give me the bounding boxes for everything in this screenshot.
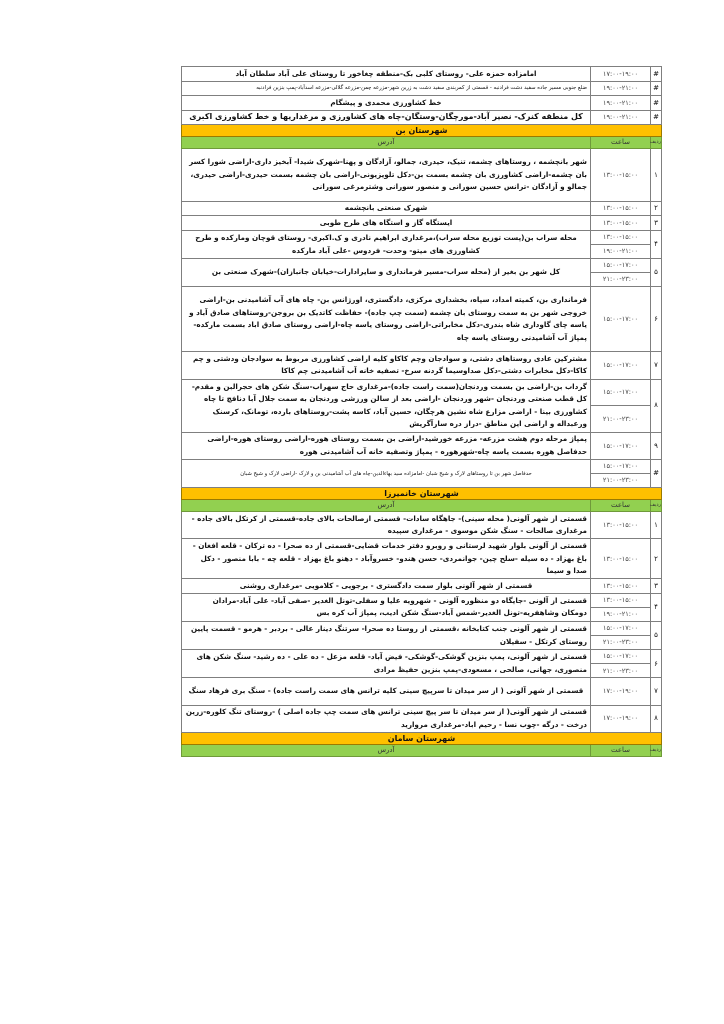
time-slot-cell xyxy=(591,230,651,258)
header-address: آدرس xyxy=(182,500,591,512)
time-slot-cell: ۱۳:۰۰-۱۵:۰۰ xyxy=(591,512,651,539)
table-row xyxy=(182,539,662,579)
address-cell: شهرک صنعتی بانچشمه xyxy=(182,201,591,216)
address-cell: محله سراب بن(پست توزیع محله سراب)،مرغداری ابراهیم نادری و ک.اکبری- روستای قوچان ومارکده و طرح کشاورزی های میتو- وحدت- فردوس -علی آباد مارکده xyxy=(182,230,591,258)
table-row xyxy=(182,432,662,459)
table-row xyxy=(182,460,662,488)
address-cell: قسمتی از شهر آلونی ( از سر میدان تا سرپیچ سینی کلیه ترانس های سمت راست جاده) - سنگ بری فرهاد سنگ xyxy=(182,678,591,705)
table-row xyxy=(182,650,662,678)
time-slot: ۱۵:۰۰-۱۷:۰۰ xyxy=(602,652,639,661)
table-row xyxy=(182,287,662,352)
address-cell: حدفاصل شهر بن تا روستاهای لارک و شیخ شبان -امامزاده سید بهاءالدین-چاه های آب آشامیدنی بن و لارک -اراضی لارک و شیخ شبان xyxy=(182,460,591,488)
address-cell: قسمتی از آلونی -جایگاه دو منظوره آلونی - شهرویه علیا و سفلی-تونل الغدیر -صفی آباد- علی آباد-مرادان دومکان وشاهفریه-تونل الغدیر-شمس آباد-سنگ شکن ادیب، پمپاژ آب کره بس xyxy=(182,593,591,621)
row-index: # xyxy=(651,67,662,82)
table-row xyxy=(182,149,662,201)
table-row xyxy=(182,579,662,594)
table-row xyxy=(182,352,662,379)
row-index: ۴ xyxy=(651,593,662,621)
header-time: ساعت xyxy=(591,137,651,149)
address-cell: قسمتی از شهر آلونی( محله سینی)- جاهگاه سادات- قسمتی ازصالحات بالای جاده-قسمتی از کرتکل بالای جاده - مرغداری صالحات - سنگ شکن موسوی - مرغداری سپیده xyxy=(182,512,591,539)
table-row xyxy=(182,622,662,650)
time-slot: ۱۹:۰۰-۲۱:۰۰ xyxy=(591,607,650,621)
table-row xyxy=(182,678,662,705)
address-cell: گرداب بن-اراضی بن بسمت وردنجان(سمت راست جاده)-مرغداری حاج سهراب-سنگ شکن های حجرالبن و مقدم- کل قطب صنعتی وردنجان -شهر وردنجان -اراضی بعد از سالن ورزشی وردنجان به سمت جلال آبا دنافچ تا چاه کشاورزی بینا - اراضی مزارع شاه نشین هرچگان، حسین آباد، کاسه پشت-روستاهای بارده، تومانک، کرسنک ورعبداله و اراضی این مناطق -دراز دره سارآگریش xyxy=(182,379,591,432)
row-index: ۳ xyxy=(651,579,662,594)
row-index: ۸ xyxy=(651,379,662,432)
row-index: # xyxy=(651,81,662,96)
time-slot-cell xyxy=(591,259,651,287)
county-title: شهرستان بن xyxy=(182,125,662,137)
time-slot: ۱۳:۰۰-۱۵:۰۰ xyxy=(602,233,639,242)
time-slot-cell: ۱۵:۰۰-۱۷:۰۰ xyxy=(591,287,651,352)
row-index: ۷ xyxy=(651,352,662,379)
time-slot-cell: ۱۳:۰۰-۱۵:۰۰ xyxy=(591,201,651,216)
time-slot-cell xyxy=(591,593,651,621)
row-index: # xyxy=(651,96,662,111)
outage-schedule-sheet xyxy=(181,66,662,757)
time-slot-cell: ۱۹:۰۰-۲۱:۰۰ xyxy=(591,81,651,96)
time-slot-cell: ۱۳:۰۰-۱۵:۰۰ xyxy=(591,539,651,579)
address-cell: قسمتی از شهر آلونی( از سر میدان تا سر پیچ سینی ترانس های سمت چپ جاده اصلی ) -روستای تنگ کلوره-زرین درخت - درگه -چوب نسا - رحیم اباد-مرغداری مروارید xyxy=(182,705,591,732)
time-slot-cell: ۱۷:۰۰-۱۹:۰۰ xyxy=(591,67,651,82)
header-index: ردیف xyxy=(651,137,662,149)
county-section-header xyxy=(182,488,662,500)
time-slot: ۲۱:۰۰-۲۳:۰۰ xyxy=(591,405,650,432)
address-cell: مشترکین عادی روستاهای دشتی، و سوادجان وچم کاکاو کلیه اراضی کشاورزی مربوط به سوادجان ودشتی و چم کاکا-دکل مخابرات دشتی-دکل صداوسیما گردنه سرخ- تصفیه خانه آب آشامیدنی چم کاکا xyxy=(182,352,591,379)
time-slot-cell: ۱۹:۰۰-۲۱:۰۰ xyxy=(591,96,651,111)
address-cell: خط کشاورزی محمدی و پیشگام xyxy=(182,96,591,111)
header-time: ساعت xyxy=(591,744,651,756)
row-index: ۲ xyxy=(651,539,662,579)
row-index: # xyxy=(651,460,662,488)
table-row xyxy=(182,110,662,125)
address-cell: پمپاژ مرحله دوم هشت مزرعه- مزرعه خورشید-اراضی بن بسمت روستای هوره-اراضی روستای هوره-اراضی حدفاصل هوره بسمت یاسه چاه-شهرهوره - پمپاژ وتصفیه خانه آب آشامیدنی هوره xyxy=(182,432,591,459)
row-index: ۴ xyxy=(651,230,662,258)
time-slot-cell xyxy=(591,379,651,432)
address-cell: کل منطقه کنرک- نصیر آباد-مورچگان-وستگان-چاه های کشاورزی و مرغداریها و خط کشاورزی اکبری xyxy=(182,110,591,125)
table-row xyxy=(182,201,662,216)
time-slot-cell xyxy=(591,460,651,488)
column-header-row xyxy=(182,744,662,756)
address-cell: کل شهر بن بغیر از (محله سراب-مسیر فرمانداری و سایرادارات-خیابان جانبازان)-شهرک صنعتی بن xyxy=(182,259,591,287)
row-index: ۶ xyxy=(651,650,662,678)
table-row xyxy=(182,96,662,111)
time-slot: ۲۱:۰۰-۲۳:۰۰ xyxy=(591,272,650,286)
address-cell: ایستگاه گاز و استگاه های طرح طوبی xyxy=(182,216,591,231)
address-cell: قسمتی از شهر آلونی جنب کتابخانه ،قسمتی از روستا ده صحرا- سرتنگ دینار عالی - بردبر - هرمو - قسمت پایین روستای کرتکل - سفیلان xyxy=(182,622,591,650)
header-address: آدرس xyxy=(182,744,591,756)
address-cell: قسمتی از شهر آلونی، پمپ بنزین گوشکی-گوشکی- فیض آباد- قلعه مزعل - ده علی - ده رشید- سنگ شکن های منصوری، جهانی، صالحی ، مسعودی-پمپ بنزین حفیظ مرادی xyxy=(182,650,591,678)
time-slot-cell: ۱۵:۰۰-۱۷:۰۰ xyxy=(591,432,651,459)
time-slot-cell: ۱۳:۰۰-۱۵:۰۰ xyxy=(591,216,651,231)
address-cell: قسمتی از شهر آلونی بلوار سمت دادگستری - برجویی - کلامویی -مرغداری روشنی xyxy=(182,579,591,594)
row-index: ۲ xyxy=(651,201,662,216)
column-header-row xyxy=(182,500,662,512)
time-slot: ۲۱:۰۰-۲۳:۰۰ xyxy=(591,473,650,487)
table-row xyxy=(182,67,662,82)
time-slot: ۱۵:۰۰-۱۷:۰۰ xyxy=(602,388,639,397)
table-row xyxy=(182,512,662,539)
row-index: ۵ xyxy=(651,259,662,287)
time-slot: ۱۵:۰۰-۱۷:۰۰ xyxy=(602,261,639,270)
address-cell: ضلع جنوبی مسیر جاده سفید دشت فرادنبه - قسمتی از کمربندی سفید دشت به زرین شهر-مزرعه چمن-مزرعه گلالی-مزرعه اسدآباد-پمپ بنزین فرادنبه xyxy=(182,81,591,96)
schedule-table xyxy=(181,66,662,757)
header-index: ردیف xyxy=(651,500,662,512)
address-cell: فرمانداری بن، کمیته امداد، سپاه، بخشداری مرکزی، دادگستری، اورژانس بن- چاه های آب آشامیدنی بن-اراضی خروجی شهر بن به سمت روستای بان چشمه (سمت چپ جاده)- حفاظت کاتدیک بن بروجن-روستاهای صادق آباد و یاسه چای گاوداری شاه بندری-دکل مخابراتی-اراضی روستای یاسه چاه-اراضی روستای صادق اباد بسمت مارکده- پمپاژ آب آشامیدنی روستای یاسه چاه xyxy=(182,287,591,352)
row-index: ۸ xyxy=(651,705,662,732)
time-slot-cell xyxy=(591,650,651,678)
time-slot: ۲۱:۰۰-۲۳:۰۰ xyxy=(591,635,650,649)
row-index: ۱ xyxy=(651,149,662,201)
table-row xyxy=(182,593,662,621)
time-slot: ۱۳:۰۰-۱۵:۰۰ xyxy=(602,596,639,605)
time-slot: ۱۵:۰۰-۱۷:۰۰ xyxy=(602,462,639,471)
time-slot-cell: ۱۷:۰۰-۱۹:۰۰ xyxy=(591,678,651,705)
address-cell: شهر بانچشمه ، روستاهای چشمه، تنیک، حیدری، جمالو، آزادگان و پهنا-شهرک شیدا- آبخیز داری-اراضی شورا کسر بان چشمه-اراضی کشاورزی بان چشمه بسمت بن-دکل تلویزیونی-اراضی بان چشمه بسمت حیدری-اراضی حیدری، جمالو و آزادگان -ترانس حسین سورانی و منصور سورانی وشترمرغی سورانی xyxy=(182,149,591,201)
row-index: ۵ xyxy=(651,622,662,650)
time-slot-cell: ۱۳:۰۰-۱۵:۰۰ xyxy=(591,579,651,594)
county-title: شهرستان خانمیرزا xyxy=(182,488,662,500)
table-row xyxy=(182,379,662,432)
county-section-header xyxy=(182,125,662,137)
time-slot: ۱۵:۰۰-۱۷:۰۰ xyxy=(602,624,639,633)
table-row xyxy=(182,216,662,231)
row-index: ۱ xyxy=(651,512,662,539)
table-row xyxy=(182,259,662,287)
time-slot-cell: ۱۳:۰۰-۱۵:۰۰ xyxy=(591,149,651,201)
time-slot-cell: ۱۷:۰۰-۱۹:۰۰ xyxy=(591,705,651,732)
row-index: # xyxy=(651,110,662,125)
county-section-header xyxy=(182,732,662,744)
time-slot-cell: ۱۹:۰۰-۲۱:۰۰ xyxy=(591,110,651,125)
time-slot-cell xyxy=(591,622,651,650)
column-header-row xyxy=(182,137,662,149)
header-index: ردیف xyxy=(651,744,662,756)
time-slot-cell: ۱۵:۰۰-۱۷:۰۰ xyxy=(591,352,651,379)
county-title: شهرستان سامان xyxy=(182,732,662,744)
address-cell: قسمتی از آلونی بلوار شهید لرستانی و روبرو دفتر خدمات قضایی-قسمتی از ده صحرا - ده ترکان - قلعه افغان - باغ بهزاد - ده سیله -سلح چین- جوانمردی- حسن هندو- خسروآباد - دهنو باغ بهزاد - قلعه چه - بابا منصور - دکل صدا و سیما xyxy=(182,539,591,579)
row-index: ۶ xyxy=(651,287,662,352)
time-slot: ۲۱:۰۰-۲۳:۰۰ xyxy=(591,663,650,677)
table-row xyxy=(182,81,662,96)
row-index: ۹ xyxy=(651,432,662,459)
time-slot: ۱۹:۰۰-۲۱:۰۰ xyxy=(591,244,650,258)
address-cell: امامزاده حمزه علی- روستای کلبی بک-منطقه چغاخور تا روستای علی آباد سلطان آباد xyxy=(182,67,591,82)
header-time: ساعت xyxy=(591,500,651,512)
table-row xyxy=(182,705,662,732)
table-row xyxy=(182,230,662,258)
row-index: ۷ xyxy=(651,678,662,705)
header-address: آدرس xyxy=(182,137,591,149)
row-index: ۳ xyxy=(651,216,662,231)
